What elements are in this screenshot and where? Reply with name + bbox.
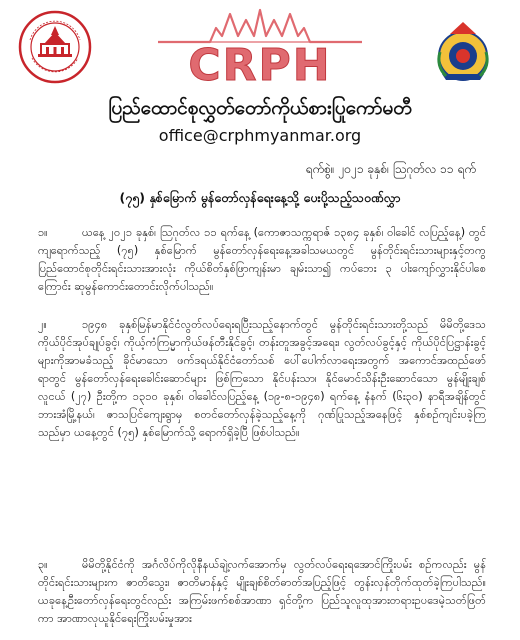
paragraph-number: ၂။ — [38, 318, 47, 331]
paragraph-number: ၁။ — [38, 226, 48, 239]
letter-date: ရက်စွဲ။ ၂၀၂၁ ခုနှစ်၊ ဩဂုတ်လ ၁၁ ရက် — [305, 162, 476, 176]
paragraph-text: ယနေ့ ၂၀၂၁ ခုနှစ်၊ ဩဂုတ်လ ၁၁ ရက်နေ့ (ကောဇာသက္ကရာဇ် ၁၃၈၄ ခုနှစ်၊ ဝါခေါင် လပြည့်နေ့) တွင်ကျရောက်သည့် (၇၅) နှစ်မြောက် မွန်တော်လှန်ရေးနေ့အခါသမယတွင် မွန်တိုင်းရင်းသားများနှင့်တကွ ပြည်ထောင်စုတိုင်းရင်းသားအားလုံး ကိုယ်စိတ်နှစ်ဖြာကျန်းမာ ချမ်းသာ၍ ကပ်ဘေး ၃ ပါးကျော်လွှားနိုင်ပါစေကြောင်း ဆုမွန်ကောင်းတောင်းလိုက်ပါသည်။ — [38, 226, 486, 293]
paragraph-2 — [38, 316, 486, 442]
paragraph-text: မိမိတို့နိုင်ငံကို အင်္ဂလိပ်ကိုလိုနီနယ်ချဲ့လက်အောက်မှ လွတ်လပ်ရေးရအောင်ကြိုးပမ်း စဉ်ကလည်း မွန်တိုင်းရင်းသားများက ဇာတိသွေး၊ ဇာတိမာန်နှင့် မျိုးချစ်စိတ်ဓာတ်အပြည့်ဖြင့် တွန်းလှန်တိုက်ထုတ်ခဲ့ကြပါသည်။ ယခုနေ့ဦးတော်လှန်ရေးတွင်လည်း အကြမ်းဖက်စစ်အာဏာ ရှင်တို့က ပြည်သူလူထုအားတရားဥပဒေမဲ့သတ်ဖြတ်ကာ အာဏာလုယူနိုင်ရေးကြိုးပမ်းမှုအား — [38, 558, 486, 625]
committee-seal-logo — [18, 10, 92, 84]
paragraph-number: ၃။ — [38, 558, 48, 571]
paragraph-3 — [38, 556, 486, 628]
paragraph-1 — [38, 224, 486, 296]
state-seal-logo — [428, 16, 498, 86]
committee-title: ပြည်ထောင်စုလွှတ်တော်ကိုယ်စားပြုကော်မတီ — [108, 97, 412, 119]
crph-wordmark: CRPH — [188, 40, 332, 91]
contact-email[interactable]: office@crphmyanmar.org — [158, 126, 362, 145]
letter-heading: (၇၅) နှစ်မြောက် မွန်တော်လှန်ရေးနေ့သို့ ပေးပို့သည့်သဝဏ်လွှာ — [119, 190, 401, 205]
paragraph-text: ၁၉၄၈ ခုနှစ်မြန်မာနိုင်ငံလွတ်လပ်ရေးရပြီးသည့်နောက်တွင် မွန်တိုင်းရင်းသားတို့သည် မိမိတို့ဒေသကိုယ်ပိုင်အုပ်ချုပ်ခွင့်၊ ကိုယ့်ကံကြမ္မာကိုယ်ဖန်တီးနိုင်ခွင့်၊ တန်းတူအခွင့်အရေး၊ လွတ်လပ်ခွင့်နှင့် ကိုယ်ပိုင်ပြဋ္ဌာန်းခွင့်များကိုအာမခံသည့် ခိုင်မာသော ဖက်ဒရယ်နိုင်ငံတော်သစ် ပေါ်ပေါက်လာရေးအတွက် အကောင်အထည်ဖော်ရာတွင် မွန်တော်လှန်ရေးခေါင်းဆောင်များ ဖြစ်ကြသော နိုင်ပန်းသာ၊ နိုင်မောင်သိန်းဦးဆောင်သော မွန်မျိုးချစ်လူငယ် (၂၇) ဦးတို့က ၁၃၁၀ ခုနှစ်၊ ဝါခေါင်လပြည့်နေ့ (၁၉-၈-၁၉၄၈) ရက်နေ့ နံနက် (၆း၃၀) နာရီအချိန်တွင် ဘားအံမြို့နယ်၊ ဇာသပြင်ကျေးရွာမှ စတင်တော်လှန်ခဲ့သည့်နေ့ကို ဂုဏ်ပြုသည့်အနေဖြင့် နှစ်စဉ်ကျင်းပခဲ့ကြ သည်မှာ ယနေ့တွင် (၇၅) နှစ်မြောက်သို့ ရောက်ရှိခဲ့ပြီ ဖြစ်ပါသည်။ — [38, 318, 486, 439]
